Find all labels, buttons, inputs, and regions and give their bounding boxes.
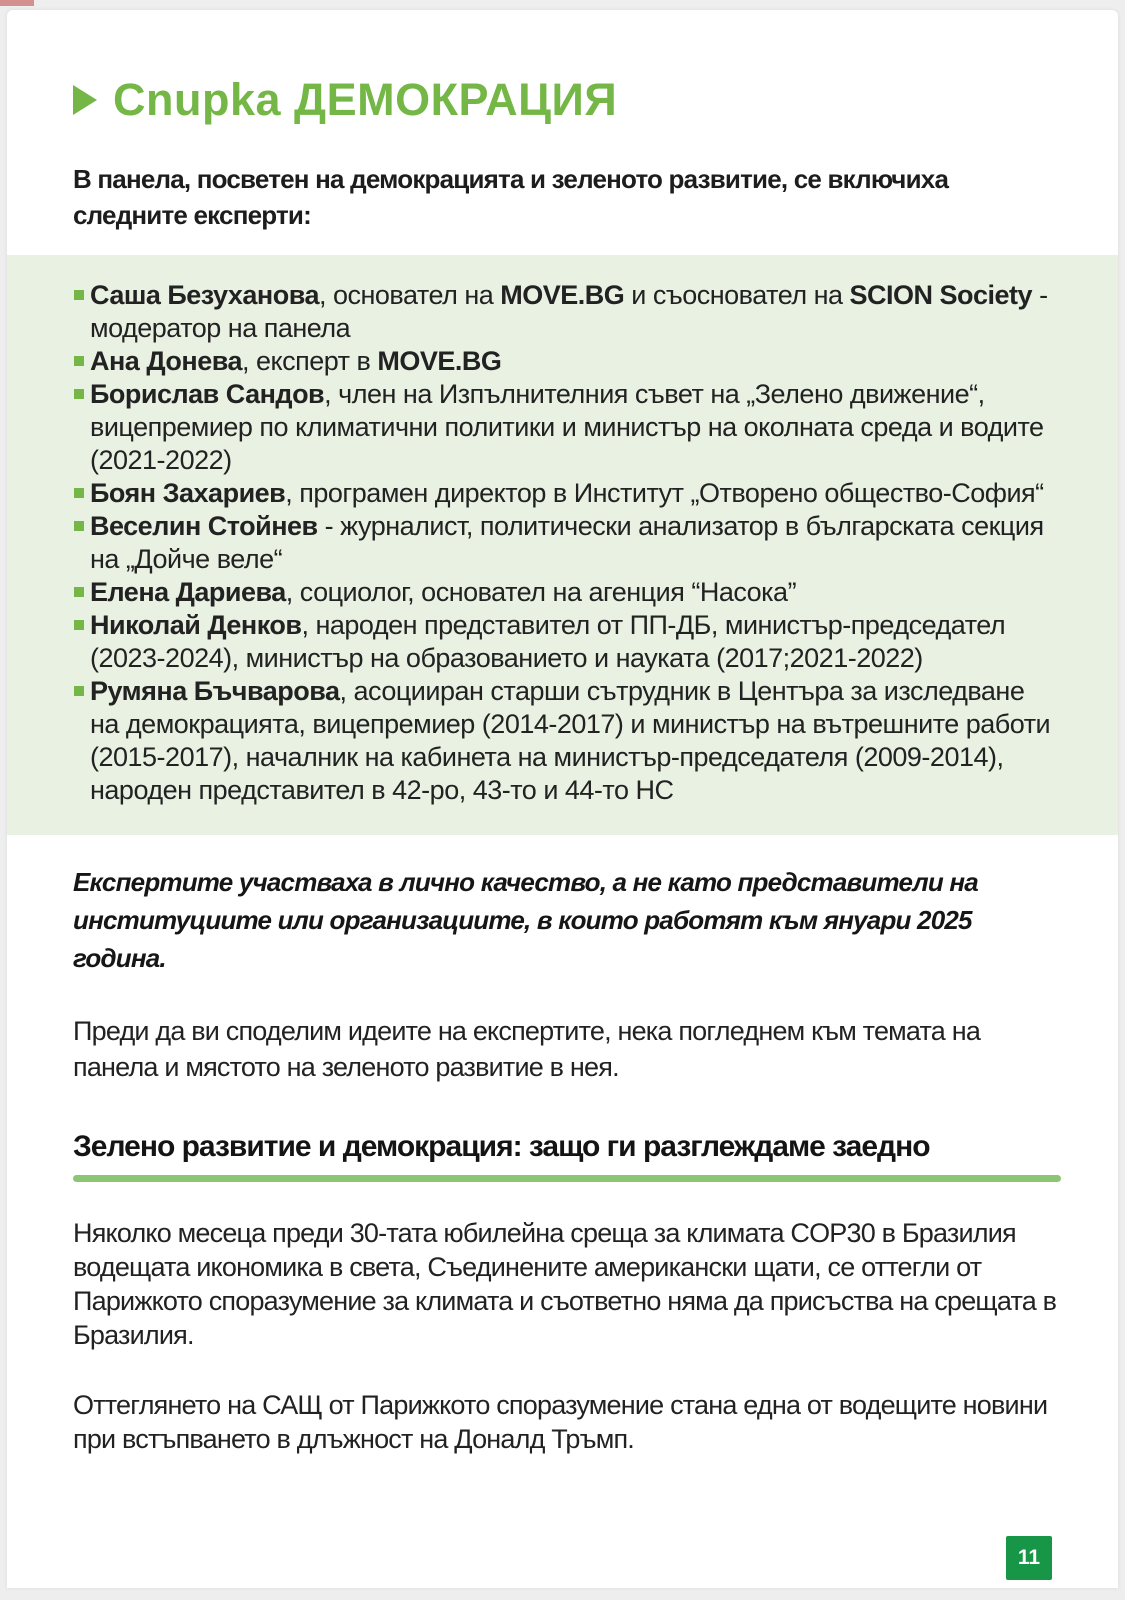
expert-description: , експерт в [241, 346, 378, 377]
expert-name: Румяна Бъчварова [90, 676, 340, 707]
expert-description: , асоцииран старши сътрудник в Центъра за изследване на демокрацията, вицепремиер (2014-2017) и министър на вътрешните работи (2015-2017), началник на кабинета на министър-председателя (2009-2014), народен представител в 42-ро, 43-то и 44-то НС [90, 676, 1051, 806]
report-page [7, 10, 1118, 1588]
play-triangle-icon [73, 85, 97, 115]
expert-name: MOVE.BG [377, 346, 502, 377]
expert-description: - журналист, политически анализатор в българската секция на „Дойче веле“ [90, 511, 1044, 575]
expert-item [73, 378, 1060, 477]
expert-description: , програмен директор в Институт „Отворено общество-София“ [285, 478, 1044, 509]
expert-item [73, 576, 1060, 609]
expert-description: , народен представител от ПП-ДБ, министър-председател (2023-2024), министър на образованието и науката (2017;2021-2022) [90, 610, 1006, 674]
expert-item [73, 279, 1060, 345]
section-underline [73, 1175, 1061, 1182]
expert-name: Веселин Стойнев [90, 511, 318, 542]
intro-paragraph: В панела, посветен на демокрацията и зеленото развитие, се включиха следните експерти: [73, 164, 949, 231]
lead-paragraph: Преди да ви споделим идеите на експертите, нека погледнем към темата на панела и мястото на зеленото развитие в нея. [73, 1016, 981, 1083]
expert-description: - модератор на панела [90, 280, 1048, 344]
page-title-text: Cnupka ДЕМОКРАЦИЯ [113, 74, 618, 125]
expert-name: Елена Дариева [90, 577, 286, 608]
expert-name: SCION Society [849, 280, 1033, 311]
page-number-badge: 11 [1006, 1536, 1052, 1580]
expert-name: Ана Донева [90, 346, 242, 377]
expert-description: , основател на [318, 280, 501, 311]
expert-item [73, 609, 1060, 675]
expert-item [73, 510, 1060, 576]
experts-panel [7, 255, 1118, 835]
body-paragraph-2: Оттеглянето на САЩ от Парижкото споразумение стана една от водещите новини при встъпването в длъжност на Доналд Тръмп. [73, 1390, 1048, 1455]
expert-description: , член на Изпълнителния съвет на „Зелено движение“, вицепремиер по климатични политики и министър на околната среда и водите (2021-2022) [90, 379, 1044, 476]
experts-list [73, 279, 1060, 807]
expert-name: Саша Безуханова [90, 280, 319, 311]
expert-name: Николай Денков [90, 610, 302, 641]
expert-item [73, 345, 1060, 378]
expert-description: и съосновател на [624, 280, 850, 311]
scan-artifact [0, 0, 34, 6]
expert-item [73, 675, 1060, 807]
section-heading: Зелено развитие и демокрация: защо ги разглеждаме заедно [73, 1130, 930, 1164]
expert-name: Борислав Сандов [90, 379, 325, 410]
expert-name: MOVE.BG [500, 280, 625, 311]
body-paragraph-1: Няколко месеца преди 30-тата юбилейна среща за климата COP30 в Бразилия водещата икономика в света, Съединените американски щати, се оттегли от Парижкото споразумение за климата и съответно няма да присъства на срещата в Бразилия. [73, 1218, 1057, 1351]
expert-name: Боян Захариев [90, 478, 286, 509]
page-title [73, 76, 1062, 123]
disclaimer-paragraph: Експертите участваха в лично качество, а не като представители на институциите или организациите, в които работят към януари 2025 година. [73, 867, 978, 974]
expert-description: , социолог, основател на агенция “Насока” [285, 577, 797, 608]
expert-item [73, 477, 1060, 510]
